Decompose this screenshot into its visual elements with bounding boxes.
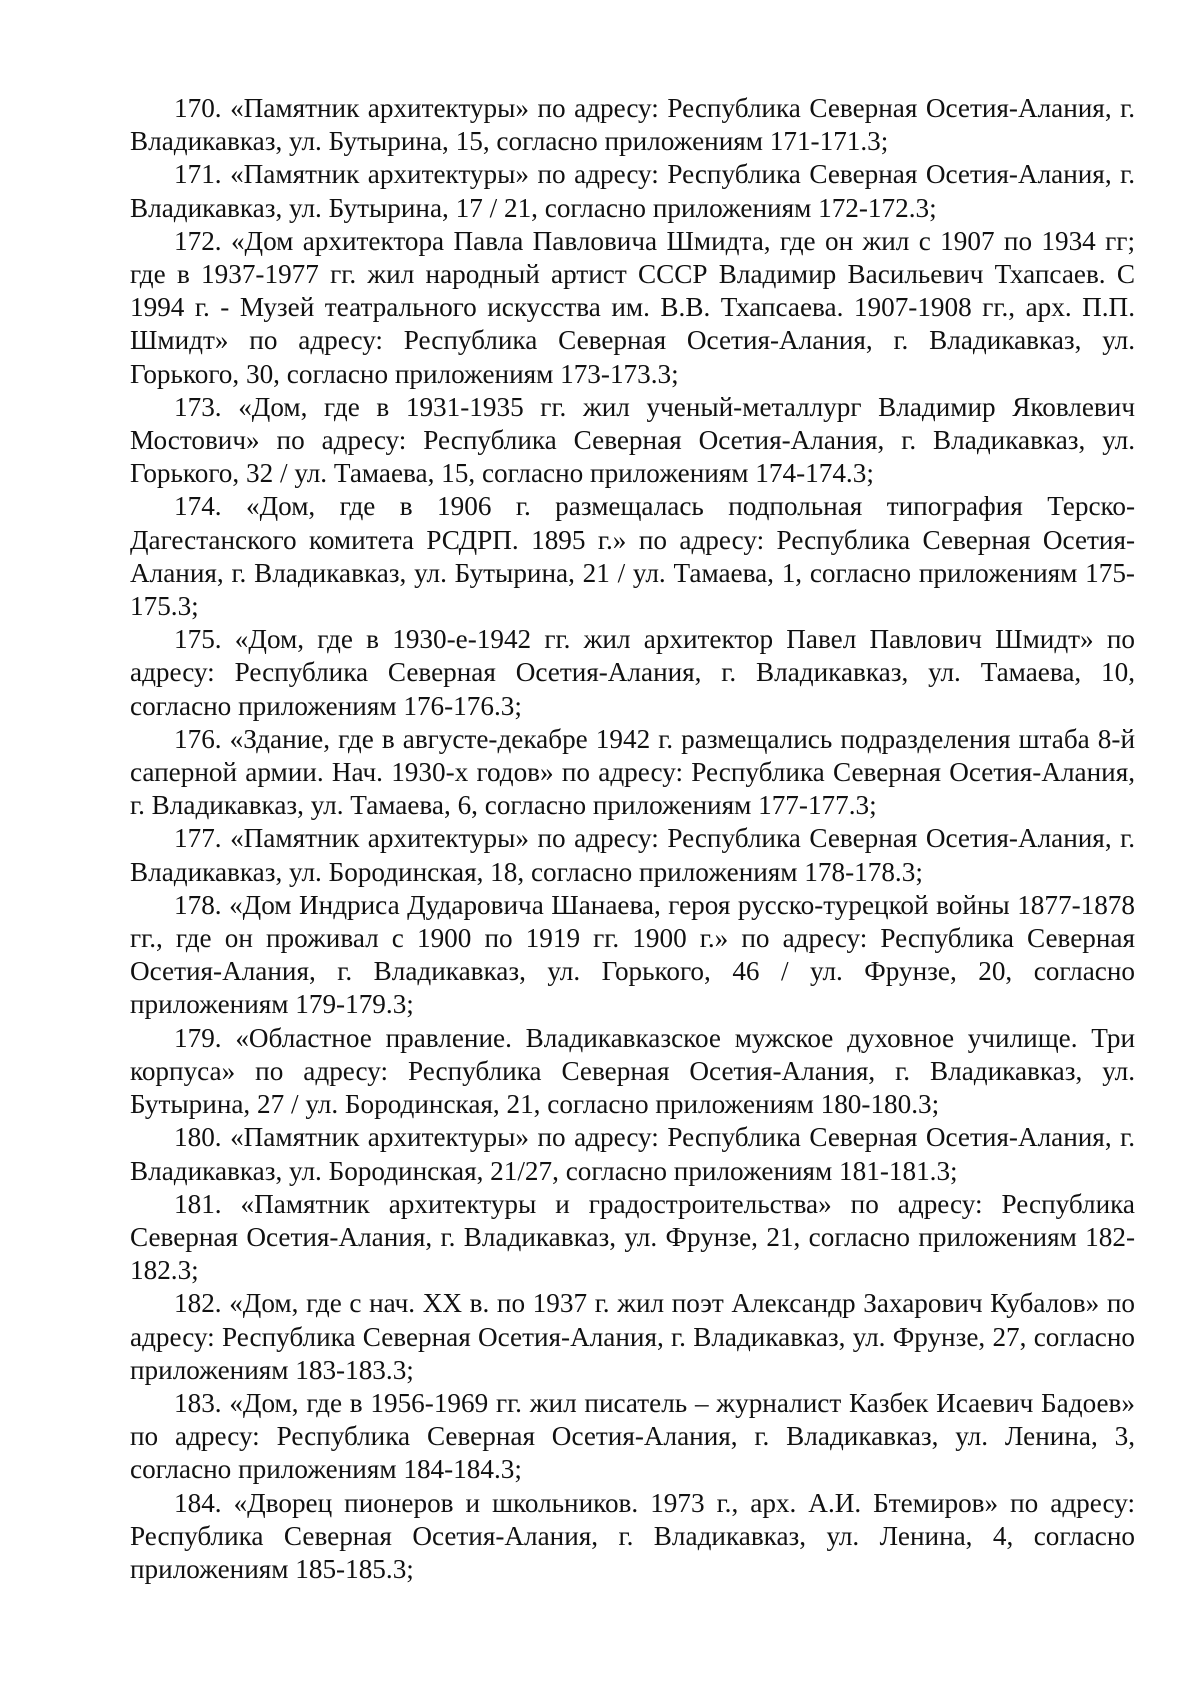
list-item-174: 174. «Дом, где в 1906 г. размещалась подпольная типография Терско-Дагестанского комитета РСДРП. 1895 г.» по адресу: Республика Северная Осетия-Алания, г. Владикавказ, ул. Бутырина, 21 / ул. Тамаева, 1, согласно приложениям 175-175.3;	[130, 491, 1135, 622]
list-item-180: 180. «Памятник архитектуры» по адресу: Республика Северная Осетия-Алания, г. Владикавказ, ул. Бородинская, 21/27, согласно приложениям 181-181.3;	[130, 1122, 1135, 1186]
list-item-181: 181. «Памятник архитектуры и градостроительства» по адресу: Республика Северная Осетия-Алания, г. Владикавказ, ул. Фрунзе, 21, согласно приложениям 182-182.3;	[130, 1188, 1135, 1286]
list-item-177: 177. «Памятник архитектуры» по адресу: Республика Северная Осетия-Алания, г. Владикавказ, ул. Бородинская, 18, согласно приложениям 178-178.3;	[130, 823, 1135, 887]
list-item-172: 172. «Дом архитектора Павла Павловича Шмидта, где он жил с 1907 по 1934 гг; где в 1937-1977 гг. жил народный артист СССР Владимир Васильевич Тхапсаев. С 1994 г. - Музей театрального искусства им. В.В. Тхапсаева. 1907-1908 гг., арх. П.П. Шмидт» по адресу: Республика Северная Осетия-Алания, г. Владикавказ, ул. Горького, 30, согласно приложениям 173-173.3;	[130, 225, 1135, 389]
list-item-170: 170. «Памятник архитектуры» по адресу: Республика Северная Осетия-Алания, г. Владикавказ, ул. Бутырина, 15, согласно приложениям 171-171.3;	[130, 93, 1135, 157]
list-item-176: 176. «Здание, где в августе-декабре 1942 г. размещались подразделения штаба 8-й саперной армии. Нач. 1930-х годов» по адресу: Республика Северная Осетия-Алания, г. Владикавказ, ул. Тамаева, 6, согласно приложениям 177-177.3;	[130, 723, 1135, 821]
list-item-184: 184. «Дворец пионеров и школьников. 1973 г., арх. А.И. Бтемиров» по адресу: Республика Северная Осетия-Алания, г. Владикавказ, ул. Ленина, 4, согласно приложениям 185-185.3;	[130, 1487, 1135, 1584]
list-item-183: 183. «Дом, где в 1956-1969 гг. жил писатель – журналист Казбек Исаевич Бадоев» по адресу: Республика Северная Осетия-Алания, г. Владикавказ, ул. Ленина, 3, согласно приложениям 184-184.3;	[130, 1387, 1135, 1485]
list-item-179: 179. «Областное правление. Владикавказское мужское духовное училище. Три корпуса» по адресу: Республика Северная Осетия-Алания, г. Владикавказ, ул. Бутырина, 27 / ул. Бородинская, 21, согласно приложениям 180-180.3;	[130, 1022, 1135, 1120]
list-item-178: 178. «Дом Индриса Дударовича Шанаева, героя русско-турецкой войны 1877-1878 гг., где он проживал с 1900 по 1919 гг. 1900 г.» по адресу: Республика Северная Осетия-Алания, г. Владикавказ, ул. Горького, 46 / ул. Фрунзе, 20, согласно приложениям 179-179.3;	[130, 889, 1135, 1020]
document-body	[130, 92, 1135, 1586]
list-item-182: 182. «Дом, где с нач. XX в. по 1937 г. жил поэт Александр Захарович Кубалов» по адресу: Республика Северная Осетия-Алания, г. Владикавказ, ул. Фрунзе, 27, согласно приложениям 183-183.3;	[130, 1288, 1135, 1385]
list-item-171: 171. «Памятник архитектуры» по адресу: Республика Северная Осетия-Алания, г. Владикавказ, ул. Бутырина, 17 / 21, согласно приложениям 172-172.3;	[130, 159, 1135, 223]
list-item-173: 173. «Дом, где в 1931-1935 гг. жил ученый-металлург Владимир Яковлевич Мостович» по адресу: Республика Северная Осетия-Алания, г. Владикавказ, ул. Горького, 32 / ул. Тамаева, 15, согласно приложениям 174-174.3;	[130, 391, 1135, 489]
list-item-175: 175. «Дом, где в 1930-е-1942 гг. жил архитектор Павел Павлович Шмидт» по адресу: Республика Северная Осетия-Алания, г. Владикавказ, ул. Тамаева, 10, согласно приложениям 176-176.3;	[130, 624, 1135, 721]
